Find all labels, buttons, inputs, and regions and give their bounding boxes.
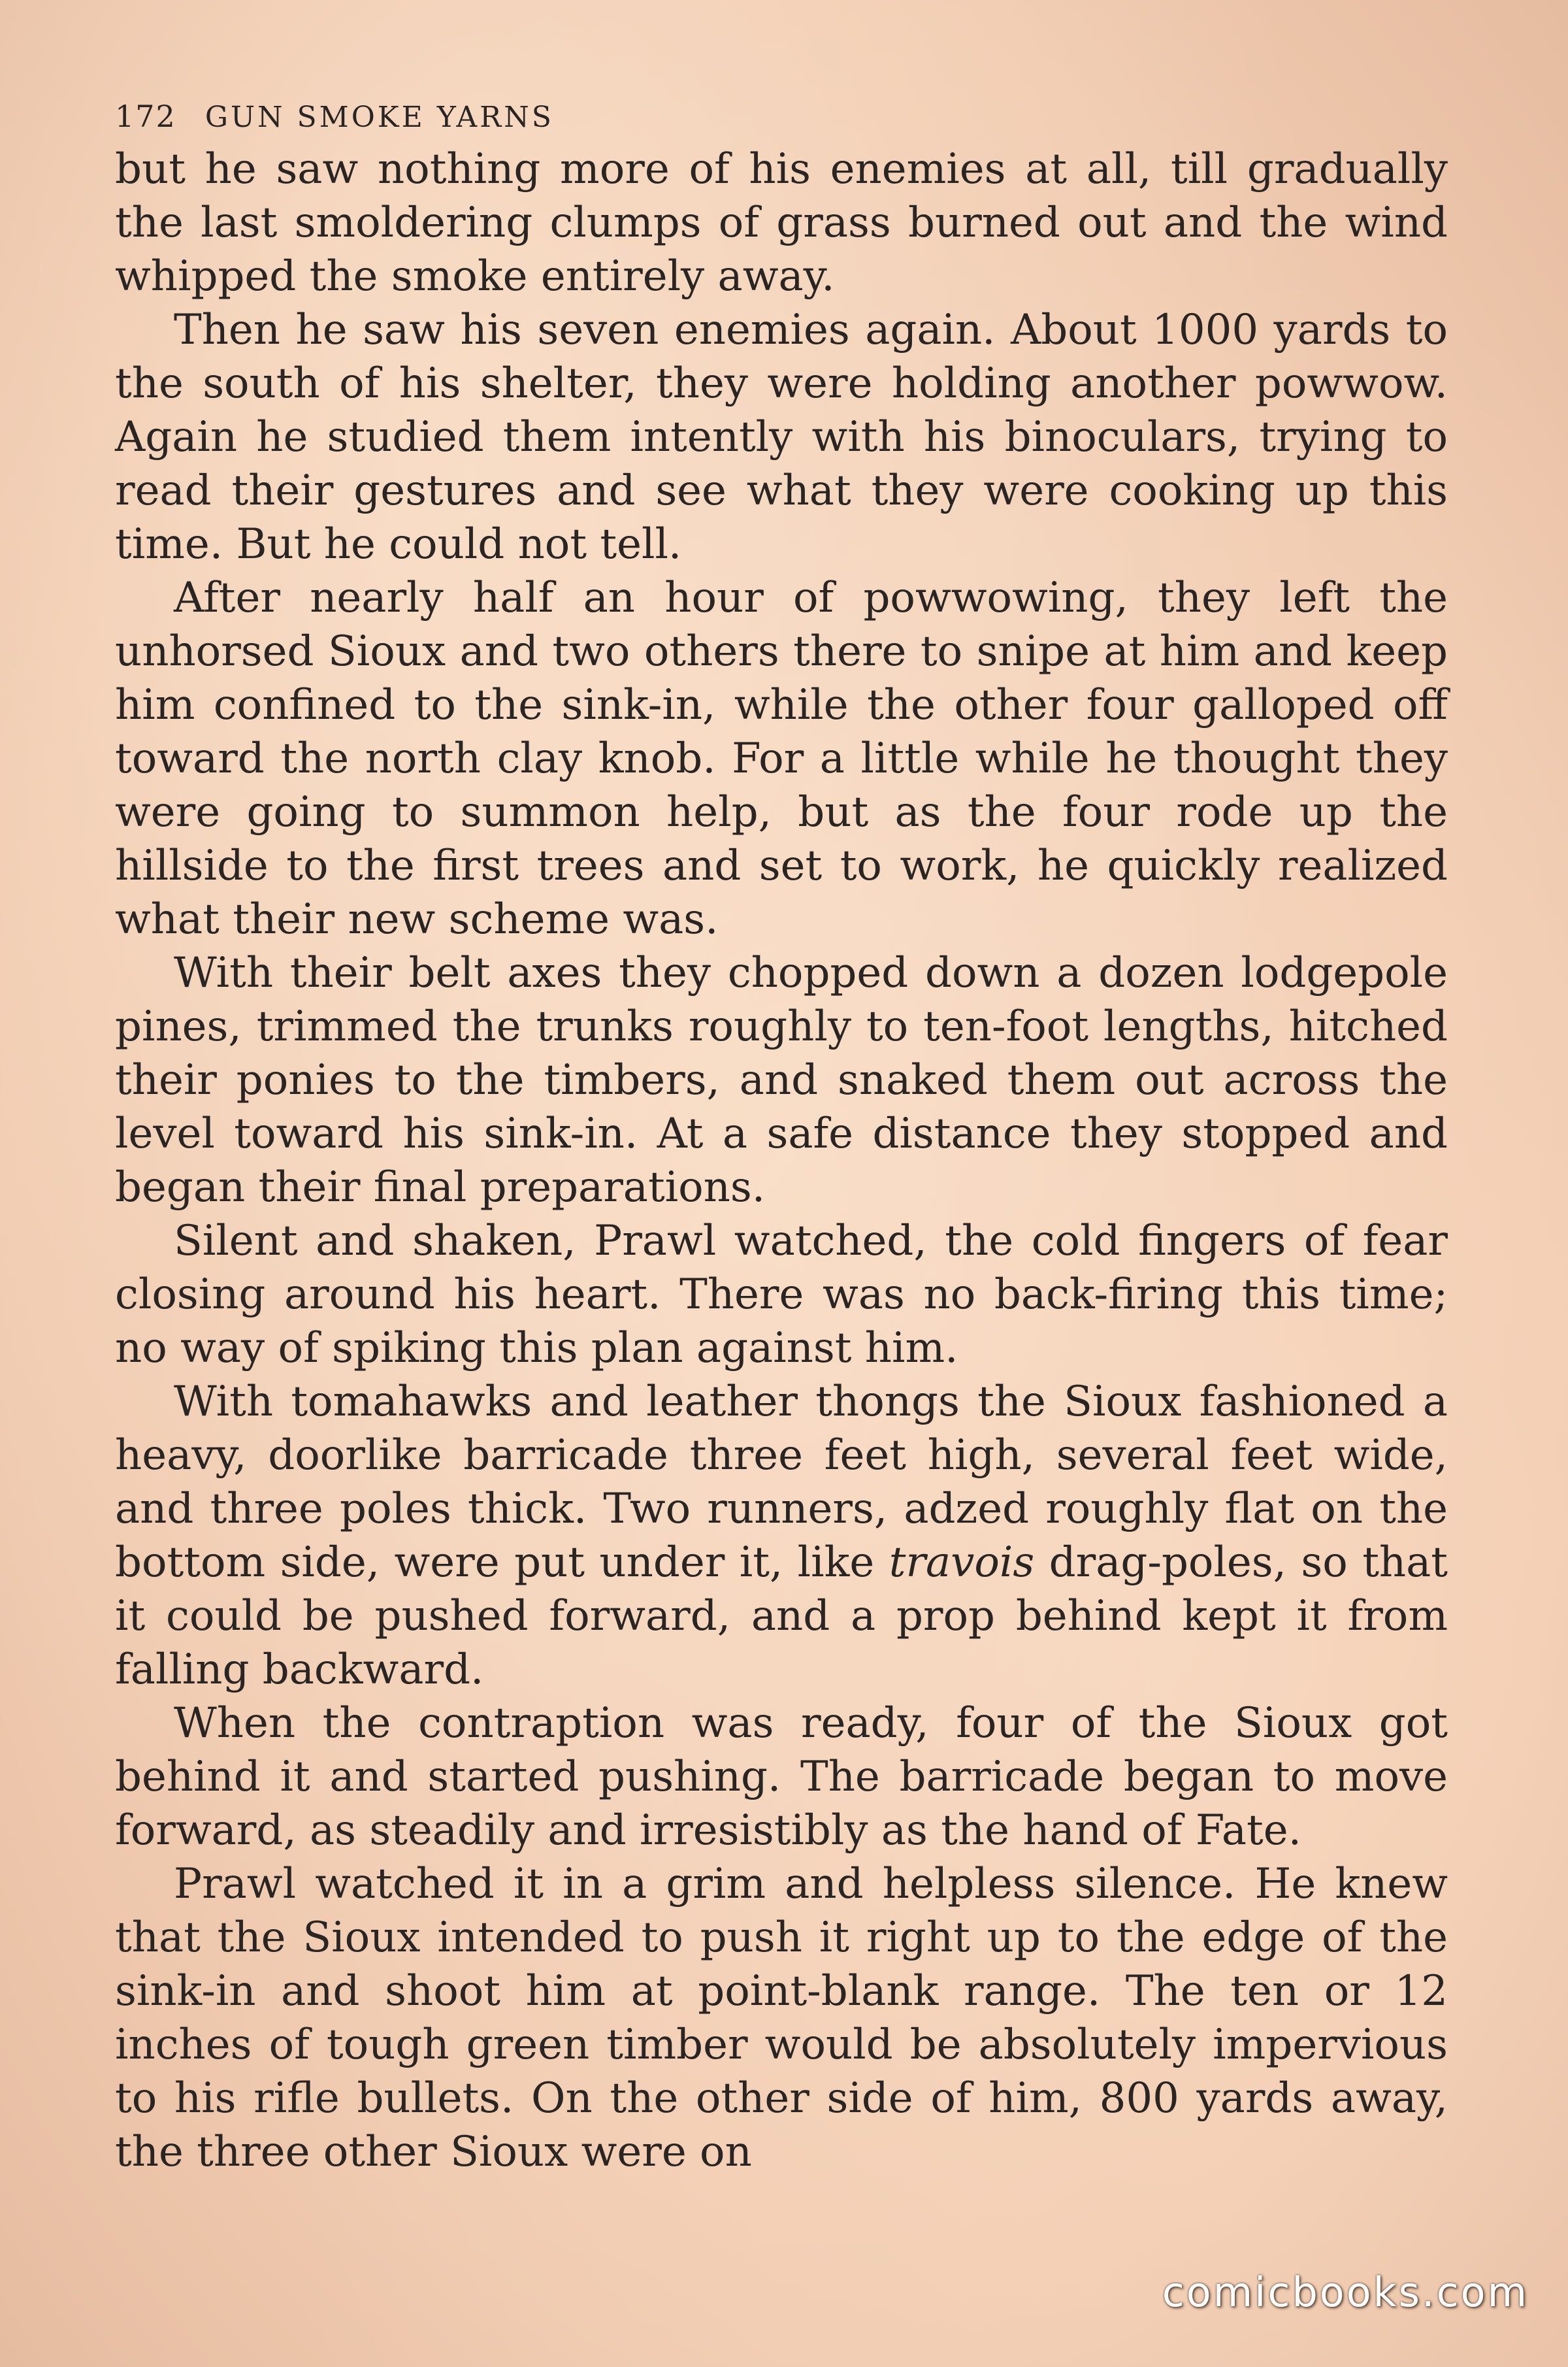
paragraph: After nearly half an hour of powwowing, they left the unhorsed Sioux and two others there to snipe at him and keep him confined to the sink-in, while the other four galloped off toward the north clay knob. For a little while he thought they were going to summon help, but as the four rode up the hillside to the first trees and set to work, he quickly realized what their new scheme was. — [115, 574, 1448, 944]
italic-term: travois — [889, 1538, 1035, 1587]
paragraph: Prawl watched it in a grim and helpless silence. He knew that the Sioux intended to push it right up to the edge of the sink-in and shoot him at point-blank range. The ten or 12 inches of tough green timber would be absolutely impervious to his rifle bullets. On the other side of him, 800 yards away, the three other Sioux were on — [115, 1860, 1448, 2176]
paragraph: When the contraption was ready, four of the Sioux got behind it and started pushing. The barricade began to move forward, as steadily and irresistibly as the hand of Fate. — [115, 1699, 1448, 1855]
paragraph: Silent and shaken, Prawl watched, the cold fingers of fear closing around his heart. There was no back-firing this time; no way of spiking this plan against him. — [115, 1217, 1448, 1372]
paragraph-text: With tomahawks and leather thongs the Sioux fashioned a heavy, doorlike barricade three feet high, several feet wide, and three poles thick. Two runners, adzed roughly flat on the bottom side, were put under it, like — [115, 1378, 1448, 1587]
body-text — [115, 142, 1448, 2179]
watermark: comicbooks.com — [1162, 2268, 1529, 2316]
paragraph — [115, 1375, 1448, 1697]
book-title: GUN SMOKE YARNS — [204, 101, 554, 134]
page-number: 172 — [115, 99, 176, 134]
paragraph-continuation: but he saw nothing more of his enemies at all, till gradually the last smoldering clumps of grass burned out and the wind whipped the smoke entirely away. — [115, 145, 1448, 301]
paragraph: Then he saw his seven enemies again. About 1000 yards to the south of his shelter, they were holding another powwow. Again he studied them intently with his binoculars, trying to read their gestures and see what they were cooking up this time. But he could not tell. — [115, 306, 1448, 569]
paragraph-text: drag-poles, so that it could be pushed forward, and a prop behind kept it from falling backward. — [115, 1538, 1448, 1694]
paragraph: With their belt axes they chopped down a dozen lodgepole pines, trimmed the trunks roughly to ten-foot lengths, hitched their ponies to the timbers, and snaked them out across the level toward his sink-in. At a safe distance they stopped and began their final preparations. — [115, 949, 1448, 1212]
running-head — [115, 98, 554, 136]
